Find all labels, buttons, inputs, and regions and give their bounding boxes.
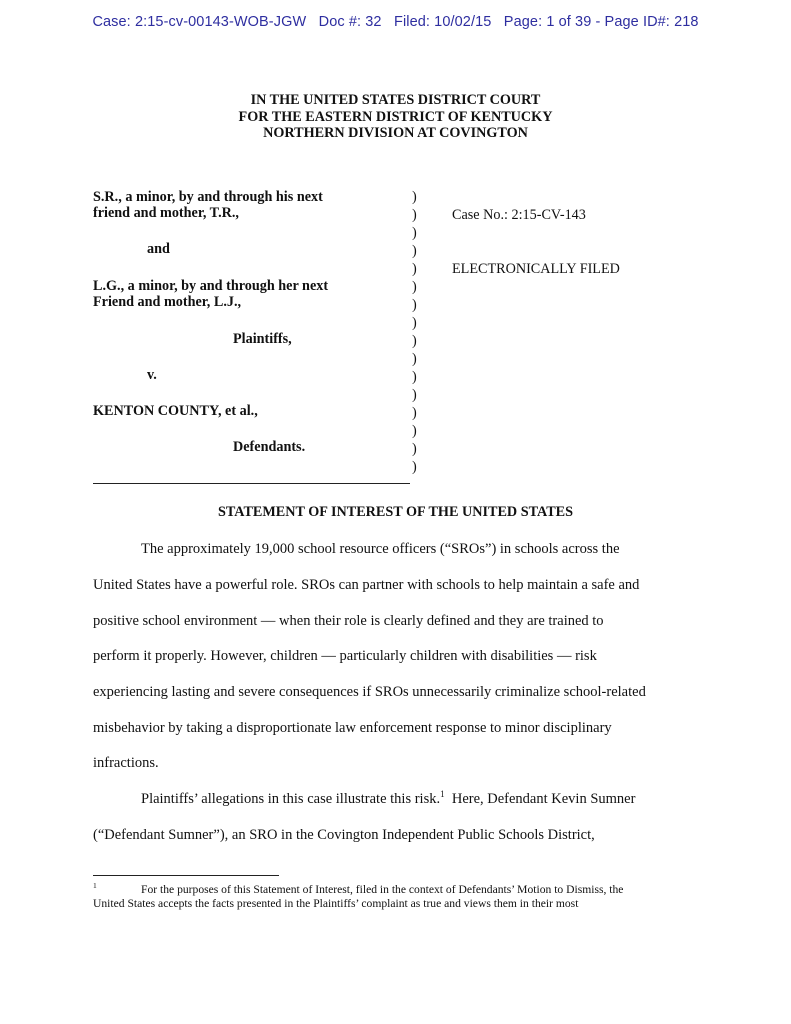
caption-paren: ) xyxy=(412,315,417,331)
caption-paren: ) xyxy=(412,423,417,439)
caption-paren: ) xyxy=(412,387,417,403)
caption-paren: ) xyxy=(412,297,417,313)
defendants-label: Defendants. xyxy=(233,439,306,455)
caption-paren: ) xyxy=(412,243,417,259)
section-title: STATEMENT OF INTEREST OF THE UNITED STATES xyxy=(217,504,574,520)
caption-paren: ) xyxy=(412,441,417,457)
filing-status: ELECTRONICALLY FILED xyxy=(452,261,620,277)
caption-paren: ) xyxy=(412,225,417,241)
caption-paren: ) xyxy=(412,459,417,475)
body-line: infractions. xyxy=(93,755,159,771)
footnote-line: For the purposes of this Statement of Interest, filed in the context of Defendants’ Motion to Dismiss, the xyxy=(141,883,624,896)
court-heading-line: IN THE UNITED STATES DISTRICT COURT xyxy=(250,92,541,108)
body-line: positive school environment — when their role is clearly defined and they are trained to xyxy=(93,613,604,629)
versus-label: v. xyxy=(147,367,157,383)
body-line: misbehavior by taking a disproportionate law enforcement response to minor disciplinary xyxy=(93,720,612,736)
party-conjunction: and xyxy=(147,241,170,257)
footnote-line: United States accepts the facts presented in the Plaintiffs’ complaint as true and views them in their most xyxy=(93,897,579,910)
caption-paren: ) xyxy=(412,351,417,367)
case-number: Case No.: 2:15-CV-143 xyxy=(452,207,586,223)
body-line xyxy=(141,791,635,808)
case-header-stamp: Case: 2:15-cv-00143-WOB-JGW Doc #: 32 Filed: 10/02/15 Page: 1 of 39 - Page ID#: 218 xyxy=(92,14,699,30)
footnote-divider xyxy=(93,875,279,876)
body-line: The approximately 19,000 school resource officers (“SROs”) in schools across the xyxy=(141,541,620,557)
caption-divider xyxy=(93,483,410,484)
footnote-reference[interactable]: 1 xyxy=(440,789,445,799)
party-line: KENTON COUNTY, et al., xyxy=(93,403,258,419)
court-heading-line: FOR THE EASTERN DISTRICT OF KENTUCKY xyxy=(238,108,553,125)
body-text: Plaintiffs’ allegations in this case illustrate this risk. xyxy=(141,791,441,807)
party-line: friend and mother, T.R., xyxy=(93,205,239,221)
footnote-number: 1 xyxy=(93,881,97,890)
body-line: United States have a powerful role. SROs can partner with schools to help maintain a safe and xyxy=(93,577,640,593)
caption-paren: ) xyxy=(412,189,417,205)
caption-paren: ) xyxy=(412,333,417,349)
body-text: Here, Defendant Kevin Sumner xyxy=(451,791,636,807)
court-heading-line: NORTHERN DIVISION AT COVINGTON xyxy=(263,125,528,141)
caption-paren: ) xyxy=(412,207,417,223)
caption-paren: ) xyxy=(412,279,417,295)
caption-paren: ) xyxy=(412,369,417,385)
body-line: perform it properly. However, children — particularly children with disabilities — risk xyxy=(93,648,597,664)
party-line: Friend and mother, L.J., xyxy=(93,294,242,310)
plaintiffs-label: Plaintiffs, xyxy=(233,331,292,347)
body-line: experiencing lasting and severe consequences if SROs unnecessarily criminalize school-related xyxy=(93,684,646,700)
court-heading xyxy=(0,92,791,142)
party-line: L.G., a minor, by and through her next xyxy=(93,278,329,294)
caption-paren: ) xyxy=(412,261,417,277)
body-line: (“Defendant Sumner”), an SRO in the Covington Independent Public Schools District, xyxy=(93,827,595,843)
party-line: S.R., a minor, by and through his next xyxy=(93,189,323,205)
caption-paren: ) xyxy=(412,405,417,421)
